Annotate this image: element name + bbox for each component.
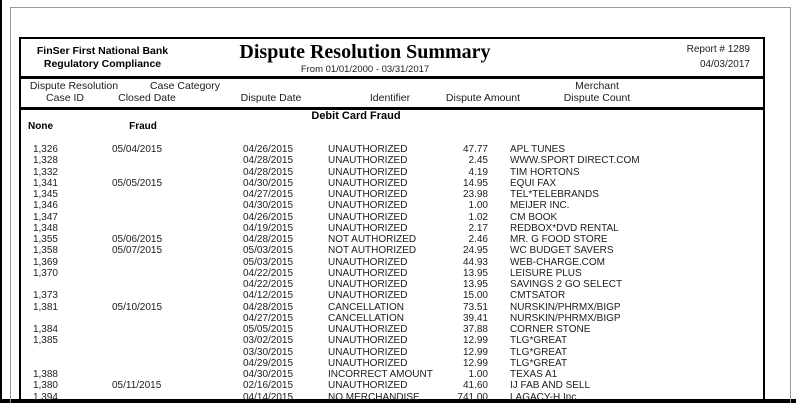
merchant-cell: WWW.SPORT DIRECT.COM (510, 155, 640, 167)
table-row (0, 167, 796, 178)
title-divider-rule (19, 76, 765, 79)
section-title: Debit Card Fraud (311, 110, 401, 122)
report-number: Report # 1289 (686, 44, 750, 55)
dispute-amount-cell: 4.19 (468, 166, 488, 178)
report-info-block (600, 42, 750, 72)
merchant-cell: TLG*GREAT (510, 357, 568, 369)
table-row (0, 178, 796, 189)
table-row (0, 223, 796, 234)
dispute-amount-cell: 41.60 (462, 380, 488, 392)
dispute-date-cell: 04/14/2015 (243, 391, 294, 403)
merchant-cell: NURSKIN/PHRMX/BIGP (510, 312, 621, 324)
organization-department: Regulatory Compliance (43, 57, 162, 70)
closed-date-cell: 05/07/2015 (112, 245, 163, 257)
case-id-cell: 1,326 (32, 144, 58, 155)
column-header-merchant: Merchant (575, 80, 619, 92)
merchant-cell: LAGACY-H Inc. (510, 391, 580, 403)
case-id-cell: 1,394 (32, 391, 58, 403)
dispute-amount-cell: 741.00 (457, 391, 488, 403)
dispute-amount-cell: 47.77 (462, 144, 488, 155)
dispute-date-cell: 05/03/2015 (243, 245, 294, 257)
identifier-cell: UNAUTHORIZED (328, 189, 408, 200)
identifier-cell: NOT AUTHORIZED (328, 234, 417, 245)
merchant-cell: WC BUDGET SAVERS (510, 245, 614, 257)
case-id-cell: 1,385 (32, 335, 58, 347)
case-id-cell: 1,373 (32, 290, 58, 302)
case-id-cell: 1,370 (32, 267, 58, 279)
table-row (0, 380, 796, 391)
column-header-dispute-amount: Dispute Amount (445, 92, 521, 104)
column-header-dispute-date: Dispute Date (240, 92, 302, 104)
case-id-cell: 1,369 (32, 256, 58, 268)
merchant-cell: TEXAS A1 (510, 369, 558, 380)
dispute-amount-cell: 44.93 (462, 256, 488, 268)
dispute-date-cell: 04/27/2015 (243, 189, 294, 200)
dispute-amount-cell: 24.95 (462, 245, 488, 257)
merchant-cell: NURSKIN/PHRMX/BIGP (510, 301, 621, 313)
closed-date-cell: 05/06/2015 (112, 234, 163, 245)
merchant-cell: SAVINGS 2 GO SELECT (510, 279, 623, 290)
table-row (0, 234, 796, 245)
dispute-date-cell: 04/28/2015 (243, 166, 294, 178)
merchant-cell: TLG*GREAT (510, 335, 568, 347)
column-header-case-id: Case ID (46, 92, 84, 104)
identifier-cell: UNAUTHORIZED (328, 256, 408, 268)
table-row (0, 335, 796, 346)
case-id-cell: 1,347 (32, 211, 58, 223)
table-row (0, 268, 796, 279)
identifier-cell: UNAUTHORIZED (328, 324, 408, 335)
case-id-cell: 1,348 (32, 222, 58, 234)
organization-name: FinSer First National Bank (36, 45, 169, 57)
dispute-date-cell: 04/30/2015 (243, 200, 294, 212)
table-row (0, 347, 796, 358)
dispute-date-cell: 04/29/2015 (243, 357, 294, 369)
dispute-date-cell: 04/12/2015 (243, 290, 294, 302)
closed-date-cell: 05/11/2015 (112, 380, 162, 392)
identifier-cell: UNAUTHORIZED (328, 155, 408, 167)
dispute-date-cell: 04/22/2015 (243, 279, 294, 290)
group-label-case-id: None (28, 121, 53, 132)
identifier-cell: UNAUTHORIZED (328, 346, 408, 358)
dispute-date-cell: 02/16/2015 (243, 380, 294, 392)
dispute-amount-cell: 1.00 (468, 369, 488, 380)
merchant-cell: MR. G FOOD STORE (510, 234, 608, 245)
closed-date-cell: 05/05/2015 (112, 177, 163, 189)
merchant-cell: MEIJER INC. (510, 200, 570, 212)
report-frame-top (19, 37, 765, 39)
table-row (0, 200, 796, 211)
closed-date-cell: 05/10/2015 (112, 301, 163, 313)
column-header-identifier: Identifier (369, 92, 411, 104)
merchant-cell: CM BOOK (510, 211, 558, 223)
dispute-amount-cell: 12.99 (462, 335, 488, 347)
dispute-amount-cell: 15.00 (462, 290, 488, 302)
dispute-date-cell: 03/02/2015 (243, 335, 294, 347)
merchant-cell: REDBOX*DVD RENTAL (510, 222, 619, 234)
dispute-date-cell: 04/28/2015 (243, 234, 294, 245)
dispute-date-cell: 04/22/2015 (243, 267, 294, 279)
title-block (216, 42, 514, 75)
identifier-cell: UNAUTHORIZED (328, 144, 408, 155)
column-header-dispute-resolution: Dispute Resolution (29, 80, 119, 92)
report-date-range: From 01/01/2000 - 03/31/2017 (300, 64, 430, 75)
column-header-closed-date: Closed Date (118, 92, 176, 104)
case-id-cell: 1,384 (32, 324, 58, 335)
merchant-cell: TLG*GREAT (510, 346, 568, 358)
case-id-cell: 1,380 (32, 380, 58, 392)
merchant-cell: WEB-CHARGE.COM (510, 256, 605, 268)
identifier-cell: NO MERCHANDISE (328, 391, 420, 403)
dispute-date-cell: 04/30/2015 (243, 369, 294, 380)
merchant-cell: TIM HORTONS (510, 166, 580, 178)
table-row (0, 245, 796, 256)
merchant-cell: APL TUNES (510, 144, 566, 155)
report-title: Dispute Resolution Summary (239, 41, 491, 63)
identifier-cell: UNAUTHORIZED (328, 222, 408, 234)
closed-date-cell: 05/04/2015 (112, 144, 163, 155)
identifier-cell: UNAUTHORIZED (328, 279, 408, 290)
identifier-cell: UNAUTHORIZED (328, 380, 408, 392)
dispute-amount-cell: 73.51 (462, 301, 488, 313)
dispute-amount-cell: 37.88 (462, 324, 488, 335)
case-id-cell: 1,358 (32, 245, 58, 257)
dispute-date-cell: 05/05/2015 (243, 324, 294, 335)
identifier-cell: UNAUTHORIZED (328, 177, 408, 189)
identifier-cell: UNAUTHORIZED (328, 166, 408, 178)
identifier-cell: NOT AUTHORIZED (328, 245, 417, 257)
dispute-amount-cell: 2.46 (468, 234, 488, 245)
table-row (0, 144, 796, 155)
identifier-cell: UNAUTHORIZED (328, 357, 408, 369)
dispute-date-cell: 04/28/2015 (243, 155, 294, 167)
dispute-amount-cell: 1.02 (468, 211, 488, 223)
table-row (0, 302, 796, 313)
organization-block (30, 45, 175, 70)
dispute-amount-cell: 2.17 (468, 222, 488, 234)
table-row (0, 392, 796, 403)
table-row (0, 290, 796, 301)
table-row (0, 369, 796, 380)
case-id-cell: 1,346 (32, 200, 58, 212)
dispute-date-cell: 03/30/2015 (243, 346, 294, 358)
dispute-amount-cell: 2.45 (468, 155, 488, 167)
dispute-amount-cell: 12.99 (462, 346, 488, 358)
dispute-amount-cell: 23.98 (462, 189, 488, 200)
identifier-cell: CANCELLATION (328, 301, 404, 313)
merchant-cell: CORNER STONE (510, 324, 591, 335)
case-id-cell: 1,388 (32, 369, 58, 380)
merchant-cell: CMTSATOR (510, 290, 566, 302)
identifier-cell: UNAUTHORIZED (328, 267, 408, 279)
merchant-cell: EQUI FAX (510, 177, 557, 189)
identifier-cell: CANCELLATION (328, 312, 404, 324)
merchant-cell: IJ FAB AND SELL (510, 380, 591, 392)
dispute-amount-cell: 13.95 (462, 267, 488, 279)
table-row (0, 324, 796, 335)
table-row (0, 279, 796, 290)
dispute-amount-cell: 39.41 (462, 312, 488, 324)
identifier-cell: UNAUTHORIZED (328, 290, 408, 302)
table-row (0, 189, 796, 200)
table-row (0, 155, 796, 166)
case-id-cell: 1,328 (32, 155, 58, 167)
dispute-date-cell: 04/26/2015 (243, 144, 294, 155)
table-row (0, 313, 796, 324)
dispute-date-cell: 04/30/2015 (243, 177, 294, 189)
case-id-cell: 1,345 (32, 189, 58, 200)
dispute-date-cell: 05/03/2015 (243, 256, 294, 268)
dispute-amount-cell: 13.95 (462, 279, 488, 290)
table-row (0, 212, 796, 223)
dispute-amount-cell: 12.99 (462, 357, 488, 369)
case-id-cell: 1,355 (32, 234, 58, 245)
column-header-dispute-count: Dispute Count (563, 92, 631, 104)
case-id-cell: 1,332 (32, 166, 58, 178)
identifier-cell: UNAUTHORIZED (328, 211, 408, 223)
dispute-date-cell: 04/28/2015 (243, 301, 294, 313)
case-id-cell: 1,341 (32, 177, 58, 189)
report-date: 04/03/2017 (699, 59, 750, 70)
column-header-case-category: Case Category (149, 80, 221, 92)
case-id-cell: 1,381 (32, 301, 58, 313)
merchant-cell: LEISURE PLUS (510, 267, 582, 279)
table-row (0, 358, 796, 369)
dispute-date-cell: 04/27/2015 (243, 312, 294, 324)
group-label-category: Fraud (129, 121, 157, 132)
identifier-cell: UNAUTHORIZED (328, 200, 408, 212)
merchant-cell: TEL*TELEBRANDS (510, 189, 599, 200)
dispute-amount-cell: 1.00 (468, 200, 488, 212)
identifier-cell: UNAUTHORIZED (328, 335, 408, 347)
identifier-cell: INCORRECT AMOUNT (328, 369, 433, 380)
table-row (0, 257, 796, 268)
page-border-top (10, 7, 791, 8)
dispute-date-cell: 04/26/2015 (243, 211, 294, 223)
dispute-date-cell: 04/19/2015 (243, 222, 294, 234)
dispute-amount-cell: 14.95 (462, 177, 488, 189)
